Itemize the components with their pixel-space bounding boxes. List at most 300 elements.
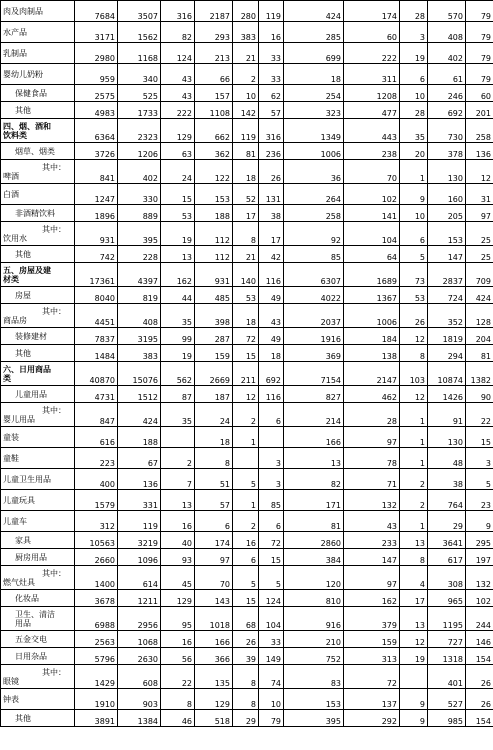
cell-value: 3 bbox=[466, 448, 493, 469]
cell-value: 63 bbox=[161, 143, 195, 160]
cell-value: 238 bbox=[344, 143, 400, 160]
cell-value: 965 bbox=[428, 590, 466, 607]
cell-value: 3726 bbox=[75, 143, 118, 160]
cell-value: 18 bbox=[233, 160, 259, 184]
cell-value: 162 bbox=[161, 263, 195, 287]
row-label-text: 儿童玩具 bbox=[3, 495, 35, 505]
cell-value: 443 bbox=[344, 119, 400, 143]
cell-value: 847 bbox=[75, 403, 118, 427]
cell-value: 12 bbox=[400, 328, 428, 345]
cell-value: 135 bbox=[195, 665, 233, 689]
cell-value: 959 bbox=[75, 64, 118, 85]
cell-value: 119 bbox=[259, 1, 284, 22]
cell-value: 52 bbox=[233, 184, 259, 205]
cell-value: 149 bbox=[259, 648, 284, 665]
row-label bbox=[1, 469, 75, 490]
cell-value: 1096 bbox=[118, 549, 161, 566]
cell-value: 46 bbox=[161, 710, 195, 727]
cell-value: 8 bbox=[195, 448, 233, 469]
row-label-text: 化妆品 bbox=[15, 593, 39, 603]
cell-value: 1429 bbox=[75, 665, 118, 689]
cell-value: 205 bbox=[428, 205, 466, 222]
cell-value: 174 bbox=[195, 532, 233, 549]
cell-value: 39 bbox=[233, 648, 259, 665]
cell-value: 132 bbox=[344, 490, 400, 511]
row-label bbox=[1, 222, 75, 246]
cell-value: 57 bbox=[259, 102, 284, 119]
cell-value: 5 bbox=[233, 469, 259, 490]
cell-value: 398 bbox=[195, 304, 233, 328]
cell-value: 53 bbox=[161, 205, 195, 222]
cell-value: 42 bbox=[259, 246, 284, 263]
cell-value: 6 bbox=[233, 549, 259, 566]
cell-value: 143 bbox=[195, 590, 233, 607]
cell-value: 379 bbox=[344, 607, 400, 631]
row-label-text: 婴幼儿奶粉 bbox=[3, 69, 43, 79]
table-row bbox=[1, 1, 493, 22]
cell-value: 6364 bbox=[75, 119, 118, 143]
cell-value: 2563 bbox=[75, 631, 118, 648]
cell-value: 116 bbox=[259, 263, 284, 287]
cell-value: 91 bbox=[428, 403, 466, 427]
cell-value: 70 bbox=[344, 160, 400, 184]
row-label bbox=[1, 184, 75, 205]
cell-value: 97 bbox=[195, 549, 233, 566]
row-label bbox=[1, 345, 75, 362]
cell-value: 48 bbox=[428, 448, 466, 469]
cell-value: 25 bbox=[466, 246, 493, 263]
table-row bbox=[1, 119, 493, 143]
cell-value: 204 bbox=[466, 328, 493, 345]
cell-value: 17361 bbox=[75, 263, 118, 287]
cell-value: 10 bbox=[400, 205, 428, 222]
table-row bbox=[1, 160, 493, 184]
row-label-text: 其中： bbox=[42, 224, 66, 234]
cell-value: 2630 bbox=[118, 648, 161, 665]
cell-value: 119 bbox=[118, 511, 161, 532]
table-row bbox=[1, 403, 493, 427]
cell-value: 764 bbox=[428, 490, 466, 511]
cell-value: 157 bbox=[195, 85, 233, 102]
cell-value: 162 bbox=[344, 590, 400, 607]
cell-value: 246 bbox=[428, 85, 466, 102]
cell-value: 1 bbox=[400, 403, 428, 427]
cell-value: 1018 bbox=[195, 607, 233, 631]
cell-value: 1733 bbox=[118, 102, 161, 119]
cell-value: 316 bbox=[259, 119, 284, 143]
cell-value: 8 bbox=[233, 222, 259, 246]
row-label bbox=[1, 85, 75, 102]
cell-value: 562 bbox=[161, 362, 195, 386]
cell-value: 311 bbox=[344, 64, 400, 85]
cell-value: 3641 bbox=[428, 532, 466, 549]
cell-value: 171 bbox=[284, 490, 344, 511]
cell-value: 244 bbox=[466, 607, 493, 631]
cell-value: 2187 bbox=[195, 1, 233, 22]
cell-value: 83 bbox=[284, 665, 344, 689]
table-row bbox=[1, 43, 493, 64]
cell-value: 21 bbox=[233, 43, 259, 64]
table-row bbox=[1, 607, 493, 631]
cell-value: 97 bbox=[344, 427, 400, 448]
cell-value bbox=[233, 448, 259, 469]
cell-value: 2980 bbox=[75, 43, 118, 64]
cell-value: 3219 bbox=[118, 532, 161, 549]
cell-value: 402 bbox=[118, 160, 161, 184]
table-row bbox=[1, 246, 493, 263]
cell-value: 287 bbox=[195, 328, 233, 345]
cell-value: 17 bbox=[400, 590, 428, 607]
cell-value: 213 bbox=[195, 43, 233, 64]
cell-value: 1108 bbox=[195, 102, 233, 119]
cell-value: 17 bbox=[233, 205, 259, 222]
cell-value: 2 bbox=[400, 469, 428, 490]
cell-value: 293 bbox=[195, 22, 233, 43]
cell-value: 132 bbox=[466, 566, 493, 590]
row-label-text: 其他 bbox=[15, 105, 31, 115]
cell-value: 28 bbox=[400, 1, 428, 22]
cell-value: 1208 bbox=[344, 85, 400, 102]
cell-value: 90 bbox=[466, 386, 493, 403]
cell-value: 2 bbox=[233, 511, 259, 532]
cell-value: 236 bbox=[259, 143, 284, 160]
cell-value: 26 bbox=[466, 689, 493, 710]
cell-value: 1819 bbox=[428, 328, 466, 345]
cell-value: 692 bbox=[428, 102, 466, 119]
row-label bbox=[1, 246, 75, 263]
table-row bbox=[1, 85, 493, 102]
row-label-text: 其他 bbox=[15, 713, 31, 723]
cell-value: 752 bbox=[284, 648, 344, 665]
row-label bbox=[1, 631, 75, 648]
table-row bbox=[1, 648, 493, 665]
cell-value: 22 bbox=[161, 665, 195, 689]
cell-value: 4397 bbox=[118, 263, 161, 287]
table-row bbox=[1, 287, 493, 304]
cell-value: 174 bbox=[344, 1, 400, 22]
cell-value: 53 bbox=[233, 287, 259, 304]
row-label-text: 饮用水 bbox=[3, 233, 27, 243]
cell-value: 2 bbox=[161, 448, 195, 469]
cell-value: 79 bbox=[259, 710, 284, 727]
cell-value: 462 bbox=[344, 386, 400, 403]
cell-value: 24 bbox=[161, 160, 195, 184]
cell-value: 116 bbox=[259, 386, 284, 403]
cell-value: 2669 bbox=[195, 362, 233, 386]
cell-value: 1 bbox=[400, 427, 428, 448]
row-label-text: 童鞋 bbox=[3, 453, 19, 463]
cell-value: 6 bbox=[259, 511, 284, 532]
cell-value: 31 bbox=[466, 184, 493, 205]
cell-value: 21 bbox=[233, 246, 259, 263]
cell-value: 13 bbox=[161, 490, 195, 511]
row-label-text: 装修建材 bbox=[15, 331, 47, 341]
row-label-text: 乳制品 bbox=[3, 48, 27, 58]
row-label-text: 肉及肉制品 bbox=[3, 6, 43, 16]
row-label bbox=[1, 648, 75, 665]
row-label bbox=[1, 511, 75, 532]
row-label-text: 其中： bbox=[42, 405, 66, 415]
cell-value: 4451 bbox=[75, 304, 118, 328]
cell-value: 60 bbox=[466, 85, 493, 102]
cell-value: 408 bbox=[118, 304, 161, 328]
cell-value: 10 bbox=[259, 689, 284, 710]
cell-value: 70 bbox=[195, 566, 233, 590]
row-label bbox=[1, 328, 75, 345]
cell-value: 33 bbox=[259, 43, 284, 64]
cell-value: 692 bbox=[259, 362, 284, 386]
cell-value: 1211 bbox=[118, 590, 161, 607]
cell-value: 16 bbox=[259, 22, 284, 43]
cell-value: 294 bbox=[428, 345, 466, 362]
cell-value: 122 bbox=[195, 160, 233, 184]
cell-value: 67 bbox=[118, 448, 161, 469]
cell-value: 295 bbox=[466, 532, 493, 549]
cell-value: 26 bbox=[466, 665, 493, 689]
row-label bbox=[1, 102, 75, 119]
cell-value: 369 bbox=[284, 345, 344, 362]
cell-value: 146 bbox=[466, 631, 493, 648]
cell-value: 5 bbox=[259, 566, 284, 590]
row-label bbox=[1, 143, 75, 160]
row-label bbox=[1, 590, 75, 607]
cell-value: 102 bbox=[466, 590, 493, 607]
cell-value: 3678 bbox=[75, 590, 118, 607]
cell-value: 9 bbox=[400, 184, 428, 205]
cell-value: 43 bbox=[344, 511, 400, 532]
table-row bbox=[1, 469, 493, 490]
row-label-text: 儿童车 bbox=[3, 516, 27, 526]
cell-value: 7154 bbox=[284, 362, 344, 386]
cell-value: 57 bbox=[195, 490, 233, 511]
cell-value: 384 bbox=[284, 549, 344, 566]
cell-value: 1896 bbox=[75, 205, 118, 222]
cell-value: 136 bbox=[118, 469, 161, 490]
cell-value: 424 bbox=[118, 403, 161, 427]
table-row bbox=[1, 205, 493, 222]
cell-value: 8 bbox=[400, 345, 428, 362]
cell-value: 5796 bbox=[75, 648, 118, 665]
cell-value: 49 bbox=[259, 287, 284, 304]
cell-value: 5 bbox=[466, 469, 493, 490]
row-label-text: 童装 bbox=[3, 432, 19, 442]
cell-value: 119 bbox=[233, 119, 259, 143]
table-row bbox=[1, 263, 493, 287]
cell-value: 10563 bbox=[75, 532, 118, 549]
cell-value: 280 bbox=[233, 1, 259, 22]
row-label bbox=[1, 710, 75, 727]
cell-value: 81 bbox=[233, 143, 259, 160]
row-label-text: 保健食品 bbox=[15, 88, 47, 98]
cell-value bbox=[259, 427, 284, 448]
cell-value: 1367 bbox=[344, 287, 400, 304]
cell-value: 18 bbox=[233, 304, 259, 328]
cell-value: 141 bbox=[344, 205, 400, 222]
cell-value: 616 bbox=[75, 427, 118, 448]
cell-value: 727 bbox=[428, 631, 466, 648]
cell-value: 1068 bbox=[118, 631, 161, 648]
cell-value: 340 bbox=[118, 64, 161, 85]
cell-value: 3195 bbox=[118, 328, 161, 345]
cell-value: 40870 bbox=[75, 362, 118, 386]
cell-value: 15 bbox=[466, 427, 493, 448]
table-row bbox=[1, 665, 493, 689]
cell-value: 129 bbox=[161, 590, 195, 607]
cell-value: 889 bbox=[118, 205, 161, 222]
cell-value: 104 bbox=[259, 607, 284, 631]
cell-value: 19 bbox=[400, 648, 428, 665]
cell-value: 23 bbox=[466, 490, 493, 511]
cell-value: 254 bbox=[284, 85, 344, 102]
cell-value: 44 bbox=[161, 287, 195, 304]
row-label-text: 钟表 bbox=[3, 694, 19, 704]
row-label-text: 五金交电 bbox=[15, 634, 47, 644]
cell-value: 228 bbox=[118, 246, 161, 263]
cell-value: 87 bbox=[161, 386, 195, 403]
cell-value: 2837 bbox=[428, 263, 466, 287]
cell-value: 129 bbox=[195, 689, 233, 710]
cell-value: 1 bbox=[400, 448, 428, 469]
cell-value: 93 bbox=[161, 549, 195, 566]
cell-value: 1 bbox=[233, 427, 259, 448]
row-label bbox=[1, 263, 75, 287]
row-label bbox=[1, 119, 75, 143]
cell-value: 35 bbox=[161, 403, 195, 427]
cell-value: 85 bbox=[259, 490, 284, 511]
cell-value: 92 bbox=[284, 222, 344, 246]
row-label bbox=[1, 566, 75, 590]
cell-value: 13 bbox=[400, 607, 428, 631]
cell-value: 99 bbox=[161, 328, 195, 345]
table-row bbox=[1, 490, 493, 511]
row-label bbox=[1, 304, 75, 328]
row-label bbox=[1, 490, 75, 511]
cell-value: 6307 bbox=[284, 263, 344, 287]
cell-value: 214 bbox=[284, 403, 344, 427]
row-label-text: 日用杂品 bbox=[15, 651, 47, 661]
cell-value: 362 bbox=[195, 143, 233, 160]
cell-value: 292 bbox=[344, 710, 400, 727]
cell-value: 3 bbox=[400, 22, 428, 43]
cell-value: 120 bbox=[284, 566, 344, 590]
cell-value: 1 bbox=[400, 511, 428, 532]
cell-value: 79 bbox=[466, 1, 493, 22]
cell-value: 53 bbox=[400, 287, 428, 304]
cell-value: 730 bbox=[428, 119, 466, 143]
cell-value: 137 bbox=[344, 689, 400, 710]
cell-value: 8 bbox=[400, 549, 428, 566]
cell-value: 35 bbox=[161, 304, 195, 328]
cell-value: 424 bbox=[466, 287, 493, 304]
cell-value: 827 bbox=[284, 386, 344, 403]
cell-value: 64 bbox=[344, 246, 400, 263]
cell-value: 383 bbox=[118, 345, 161, 362]
cell-value: 29 bbox=[233, 710, 259, 727]
table-row bbox=[1, 304, 493, 328]
cell-value: 188 bbox=[118, 427, 161, 448]
row-label-text: 材类 bbox=[3, 274, 19, 284]
row-label-text: 婴儿用品 bbox=[3, 414, 35, 424]
cell-value: 7837 bbox=[75, 328, 118, 345]
cell-value: 8 bbox=[161, 689, 195, 710]
cell-value: 312 bbox=[75, 511, 118, 532]
cell-value: 617 bbox=[428, 549, 466, 566]
cell-value: 12 bbox=[233, 386, 259, 403]
row-label bbox=[1, 689, 75, 710]
cell-value: 258 bbox=[284, 205, 344, 222]
cell-value: 1006 bbox=[344, 304, 400, 328]
row-label-text: 五、房屋及建 bbox=[3, 265, 51, 275]
table-row bbox=[1, 566, 493, 590]
cell-value: 28 bbox=[344, 403, 400, 427]
cell-value: 74 bbox=[259, 665, 284, 689]
cell-value: 15 bbox=[233, 590, 259, 607]
cell-value: 140 bbox=[233, 263, 259, 287]
cell-value: 8 bbox=[233, 689, 259, 710]
row-label bbox=[1, 607, 75, 631]
cell-value: 2 bbox=[233, 64, 259, 85]
cell-value: 330 bbox=[118, 184, 161, 205]
cell-value: 4983 bbox=[75, 102, 118, 119]
cell-value: 2147 bbox=[344, 362, 400, 386]
cell-value: 56 bbox=[161, 648, 195, 665]
cell-value: 10 bbox=[233, 85, 259, 102]
cell-value: 1318 bbox=[428, 648, 466, 665]
cell-value: 15 bbox=[161, 184, 195, 205]
row-label-text: 家具 bbox=[15, 535, 31, 545]
cell-value: 10874 bbox=[428, 362, 466, 386]
cell-value: 112 bbox=[195, 222, 233, 246]
cell-value: 82 bbox=[284, 469, 344, 490]
table-row bbox=[1, 511, 493, 532]
cell-value: 2037 bbox=[284, 304, 344, 328]
table-row bbox=[1, 222, 493, 246]
cell-value: 3 bbox=[259, 448, 284, 469]
cell-value: 72 bbox=[233, 328, 259, 345]
cell-value: 810 bbox=[284, 590, 344, 607]
cell-value: 12 bbox=[466, 160, 493, 184]
cell-value: 197 bbox=[466, 549, 493, 566]
cell-value: 40 bbox=[161, 532, 195, 549]
cell-value: 383 bbox=[233, 22, 259, 43]
cell-value: 49 bbox=[259, 328, 284, 345]
cell-value: 724 bbox=[428, 287, 466, 304]
cell-value bbox=[161, 427, 195, 448]
cell-value: 10 bbox=[400, 85, 428, 102]
cell-value: 6 bbox=[400, 222, 428, 246]
cell-value: 82 bbox=[161, 22, 195, 43]
table-row bbox=[1, 689, 493, 710]
cell-value: 570 bbox=[428, 1, 466, 22]
row-label-text: 类 bbox=[3, 373, 11, 383]
cell-value: 1562 bbox=[118, 22, 161, 43]
row-label bbox=[1, 532, 75, 549]
cell-value: 485 bbox=[195, 287, 233, 304]
cell-value: 166 bbox=[284, 427, 344, 448]
row-label-text: 眼镜 bbox=[3, 676, 19, 686]
table-row bbox=[1, 386, 493, 403]
cell-value: 5 bbox=[233, 566, 259, 590]
cell-value: 699 bbox=[284, 43, 344, 64]
cell-value: 477 bbox=[344, 102, 400, 119]
cell-value: 1195 bbox=[428, 607, 466, 631]
cell-value: 81 bbox=[466, 345, 493, 362]
cell-value: 13 bbox=[284, 448, 344, 469]
cell-value: 43 bbox=[161, 85, 195, 102]
cell-value: 154 bbox=[466, 648, 493, 665]
cell-value: 19 bbox=[161, 345, 195, 362]
cell-value: 17 bbox=[259, 222, 284, 246]
